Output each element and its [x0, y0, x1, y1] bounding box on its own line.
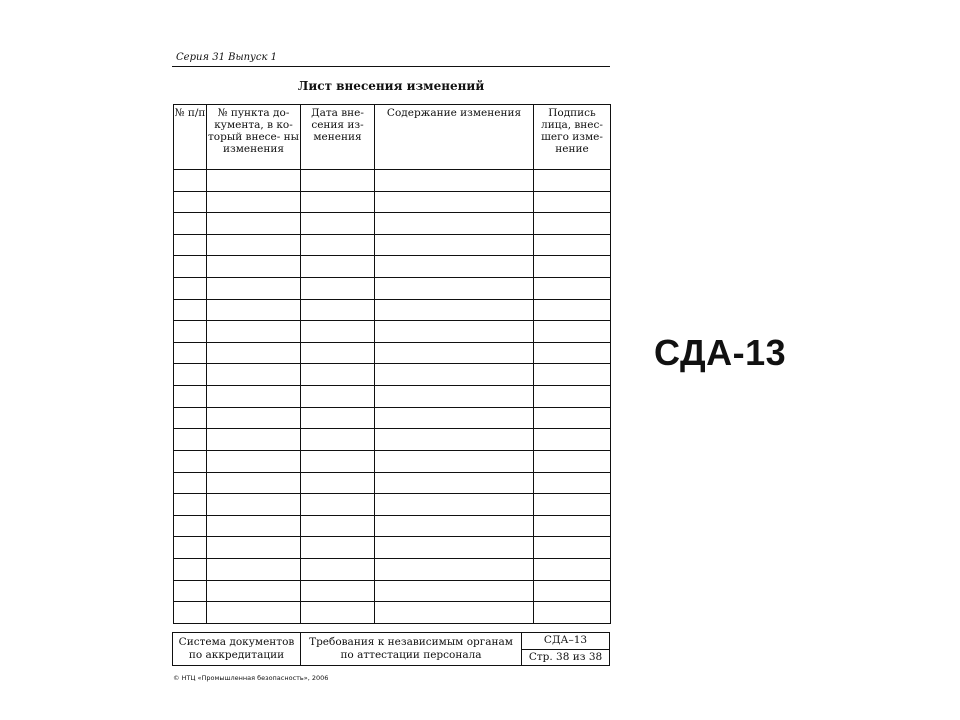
table-cell — [534, 170, 611, 192]
table-cell — [174, 580, 207, 602]
table-cell — [174, 191, 207, 213]
table-row — [174, 515, 611, 537]
table-cell — [207, 450, 301, 472]
table-row — [174, 386, 611, 408]
table-cell — [301, 602, 375, 624]
table-cell — [375, 558, 534, 580]
table-cell — [174, 515, 207, 537]
table-cell — [301, 386, 375, 408]
table-cell — [174, 342, 207, 364]
table-cell — [301, 278, 375, 300]
table-cell — [375, 299, 534, 321]
table-cell — [174, 170, 207, 192]
table-row — [174, 494, 611, 516]
table-cell — [207, 537, 301, 559]
table-row — [174, 299, 611, 321]
table-cell — [301, 472, 375, 494]
table-cell — [534, 278, 611, 300]
footer-page: Стр. 38 из 38 — [522, 649, 610, 666]
table-cell — [301, 191, 375, 213]
table-row — [174, 602, 611, 624]
table-cell — [534, 213, 611, 235]
table-cell — [301, 429, 375, 451]
table-cell — [301, 558, 375, 580]
table-cell — [375, 537, 534, 559]
table-cell — [534, 386, 611, 408]
table-cell — [301, 494, 375, 516]
table-cell — [174, 213, 207, 235]
table-row — [174, 234, 611, 256]
table-cell — [375, 472, 534, 494]
table-cell — [534, 342, 611, 364]
table-cell — [534, 429, 611, 451]
table-cell — [207, 213, 301, 235]
table-cell — [207, 191, 301, 213]
table-cell — [375, 191, 534, 213]
table-row — [174, 213, 611, 235]
table-row — [174, 537, 611, 559]
table-cell — [534, 537, 611, 559]
table-cell — [375, 429, 534, 451]
table-cell — [375, 234, 534, 256]
column-header-date: Дата вне- сения из- менения — [301, 105, 375, 170]
table-cell — [534, 299, 611, 321]
table-cell — [174, 256, 207, 278]
table-cell — [174, 494, 207, 516]
table-row — [174, 450, 611, 472]
table-cell — [534, 602, 611, 624]
table-cell — [174, 364, 207, 386]
table-cell — [174, 450, 207, 472]
table-cell — [174, 429, 207, 451]
table-cell — [207, 407, 301, 429]
table-cell — [375, 364, 534, 386]
table-cell — [534, 494, 611, 516]
table-cell — [207, 321, 301, 343]
table-cell — [301, 256, 375, 278]
table-cell — [375, 213, 534, 235]
changes-table — [173, 104, 611, 624]
table-cell — [174, 472, 207, 494]
footer-block — [172, 632, 610, 666]
footer-code: СДА–13 — [522, 633, 610, 650]
table-row — [174, 170, 611, 192]
column-header-item: № пункта до- кумента, в ко- торый внесе- ны изменения — [207, 105, 301, 170]
table-cell — [375, 170, 534, 192]
table-cell — [301, 213, 375, 235]
table-cell — [207, 256, 301, 278]
table-cell — [534, 450, 611, 472]
table-cell — [207, 278, 301, 300]
table-row — [174, 342, 611, 364]
table-header-row — [174, 105, 611, 170]
table-cell — [301, 580, 375, 602]
table-cell — [534, 472, 611, 494]
table-cell — [174, 537, 207, 559]
footer-system: Система документов по аккредитации — [173, 633, 301, 666]
table-cell — [301, 364, 375, 386]
header-rule — [172, 66, 610, 67]
table-cell — [207, 558, 301, 580]
table-cell — [375, 342, 534, 364]
table-row — [174, 407, 611, 429]
table-cell — [375, 602, 534, 624]
table-row — [174, 256, 611, 278]
table-cell — [534, 558, 611, 580]
table-cell — [534, 321, 611, 343]
table-cell — [301, 537, 375, 559]
table-row — [174, 558, 611, 580]
table-cell — [534, 580, 611, 602]
table-cell — [375, 407, 534, 429]
table-cell — [174, 234, 207, 256]
table-cell — [207, 170, 301, 192]
table-cell — [534, 234, 611, 256]
table-row — [174, 580, 611, 602]
page-title: Лист внесения изменений — [297, 79, 485, 93]
table-row — [174, 191, 611, 213]
table-row — [174, 278, 611, 300]
table-cell — [301, 299, 375, 321]
table-cell — [207, 342, 301, 364]
table-cell — [207, 580, 301, 602]
table-cell — [207, 602, 301, 624]
footer-requirements: Требования к независимым органам по аттестации персонала — [301, 633, 522, 666]
table-row — [174, 364, 611, 386]
table-cell — [375, 386, 534, 408]
table-cell — [534, 256, 611, 278]
column-header-number: № п/п — [174, 105, 207, 170]
column-header-signature: Подпись лица, внес- шего изме- нение — [534, 105, 611, 170]
table-body — [174, 170, 611, 624]
table-cell — [534, 191, 611, 213]
table-cell — [207, 299, 301, 321]
table-cell — [301, 407, 375, 429]
table-cell — [375, 515, 534, 537]
table-cell — [301, 342, 375, 364]
table-cell — [207, 472, 301, 494]
table-cell — [174, 407, 207, 429]
table-cell — [301, 515, 375, 537]
table-cell — [301, 321, 375, 343]
table-row — [174, 429, 611, 451]
column-header-content: Содержание изменения — [375, 105, 534, 170]
table-cell — [375, 278, 534, 300]
table-cell — [375, 494, 534, 516]
table-cell — [534, 515, 611, 537]
table-cell — [207, 234, 301, 256]
table-cell — [534, 407, 611, 429]
document-code-label: СДА-13 — [654, 332, 787, 373]
series-header: Серия 31 Выпуск 1 — [176, 52, 277, 63]
table-cell — [375, 450, 534, 472]
table-cell — [301, 234, 375, 256]
table-cell — [301, 170, 375, 192]
table-cell — [207, 494, 301, 516]
table-cell — [207, 386, 301, 408]
table-cell — [174, 321, 207, 343]
table-cell — [207, 364, 301, 386]
table-cell — [301, 450, 375, 472]
table-cell — [174, 602, 207, 624]
table-cell — [375, 256, 534, 278]
table-row — [174, 321, 611, 343]
table-row — [174, 472, 611, 494]
table-cell — [174, 386, 207, 408]
table-cell — [174, 299, 207, 321]
table-cell — [207, 515, 301, 537]
table-cell — [207, 429, 301, 451]
table-cell — [375, 580, 534, 602]
table-cell — [174, 558, 207, 580]
table-cell — [375, 321, 534, 343]
copyright-text: © НТЦ «Промышленная безопасность», 2006 — [173, 674, 329, 682]
table-cell — [534, 364, 611, 386]
table-cell — [174, 278, 207, 300]
